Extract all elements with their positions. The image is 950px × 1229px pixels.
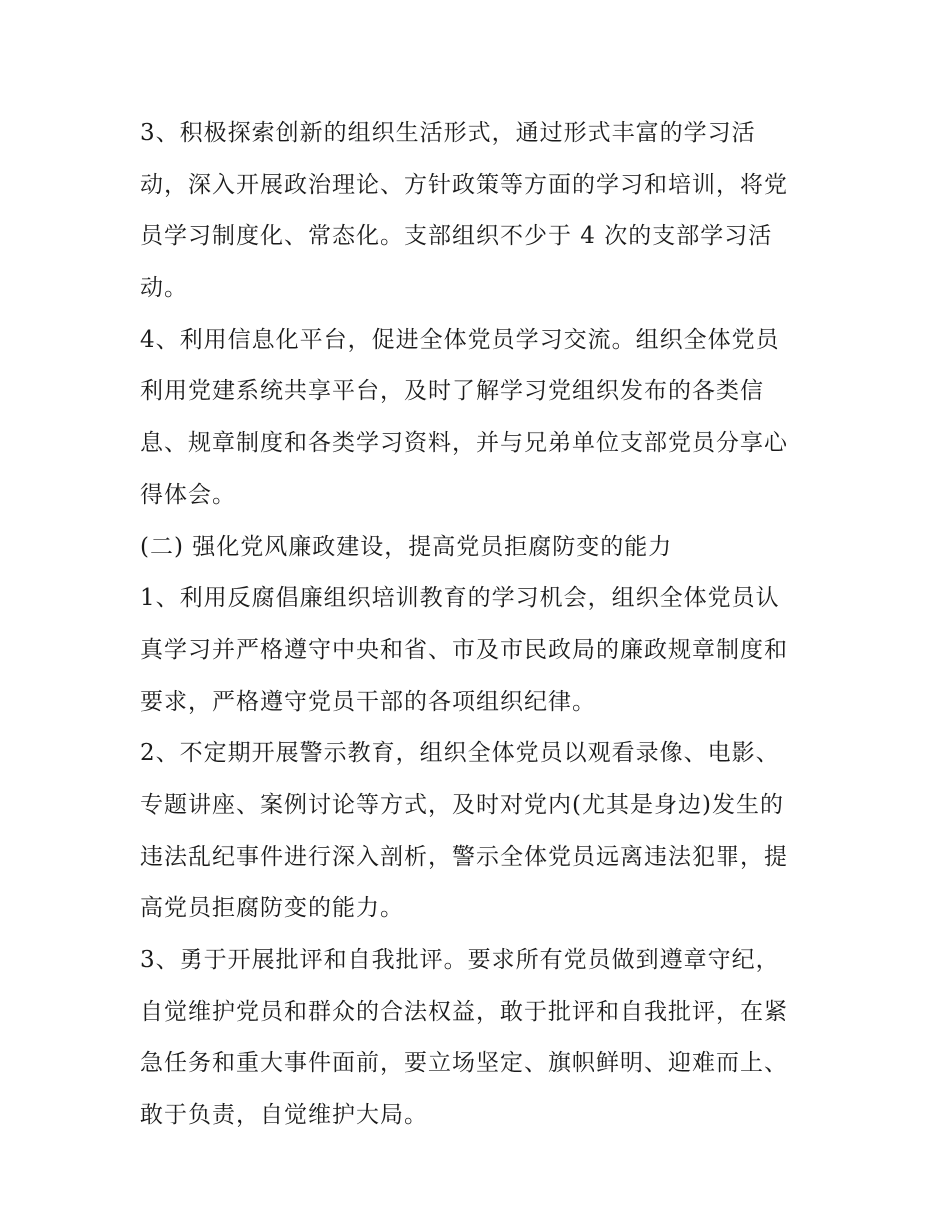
text-line: 利用党建系统共享平台，及时了解学习党组织发布的各类信	[140, 378, 764, 405]
document-body	[140, 108, 820, 1142]
text-line: 得体会。	[140, 481, 236, 508]
text-line: 急任务和重大事件面前，要立场坚定、旗帜鲜明、迎难而上、	[140, 1050, 788, 1077]
text-line: 违法乱纪事件进行深入剖析，警示全体党员远离违法犯罪，提	[140, 843, 788, 870]
text-line: 动，深入开展政治理论、方针政策等方面的学习和培训，将党	[140, 171, 788, 198]
text-line: 3、勇于开展批评和自我批评。要求所有党员做到遵章守纪，	[140, 947, 780, 973]
text-line: 员学习制度化、常态化。支部组织不少于 4 次的支部学习活	[140, 223, 773, 250]
text-line: 真学习并严格遵守中央和省、市及市民政局的廉政规章制度和	[140, 636, 788, 663]
text-line: 4、利用信息化平台，促进全体党员学习交流。组织全体党员	[140, 326, 780, 353]
text-line: 动。	[140, 275, 188, 302]
text-line: 3、积极探索创新的组织生活形式，通过形式丰富的学习活	[140, 120, 756, 146]
text-line: 息、规章制度和各类学习资料，并与兄弟单位支部党员分享心	[140, 430, 788, 457]
text-line: 高党员拒腐防变的能力。	[140, 895, 404, 922]
text-line: 专题讲座、案例讨论等方式，及时对党内(尤其是身边)发生的	[140, 791, 784, 818]
text-line: 要求，严格遵守党员干部的各项组织纪律。	[140, 688, 596, 715]
section-heading: (二) 强化党风廉政建设，提高党员拒腐防变的能力	[140, 533, 673, 560]
text-line: 1、利用反腐倡廉组织培训教育的学习机会，组织全体党员认	[140, 585, 780, 612]
text-line: 自觉维护党员和群众的合法权益，敢于批评和自我批评，在紧	[140, 998, 788, 1025]
text-line: 敢于负责，自觉维护大局。	[140, 1102, 428, 1129]
text-line: 2、不定期开展警示教育，组织全体党员以观看录像、电影、	[140, 740, 780, 767]
